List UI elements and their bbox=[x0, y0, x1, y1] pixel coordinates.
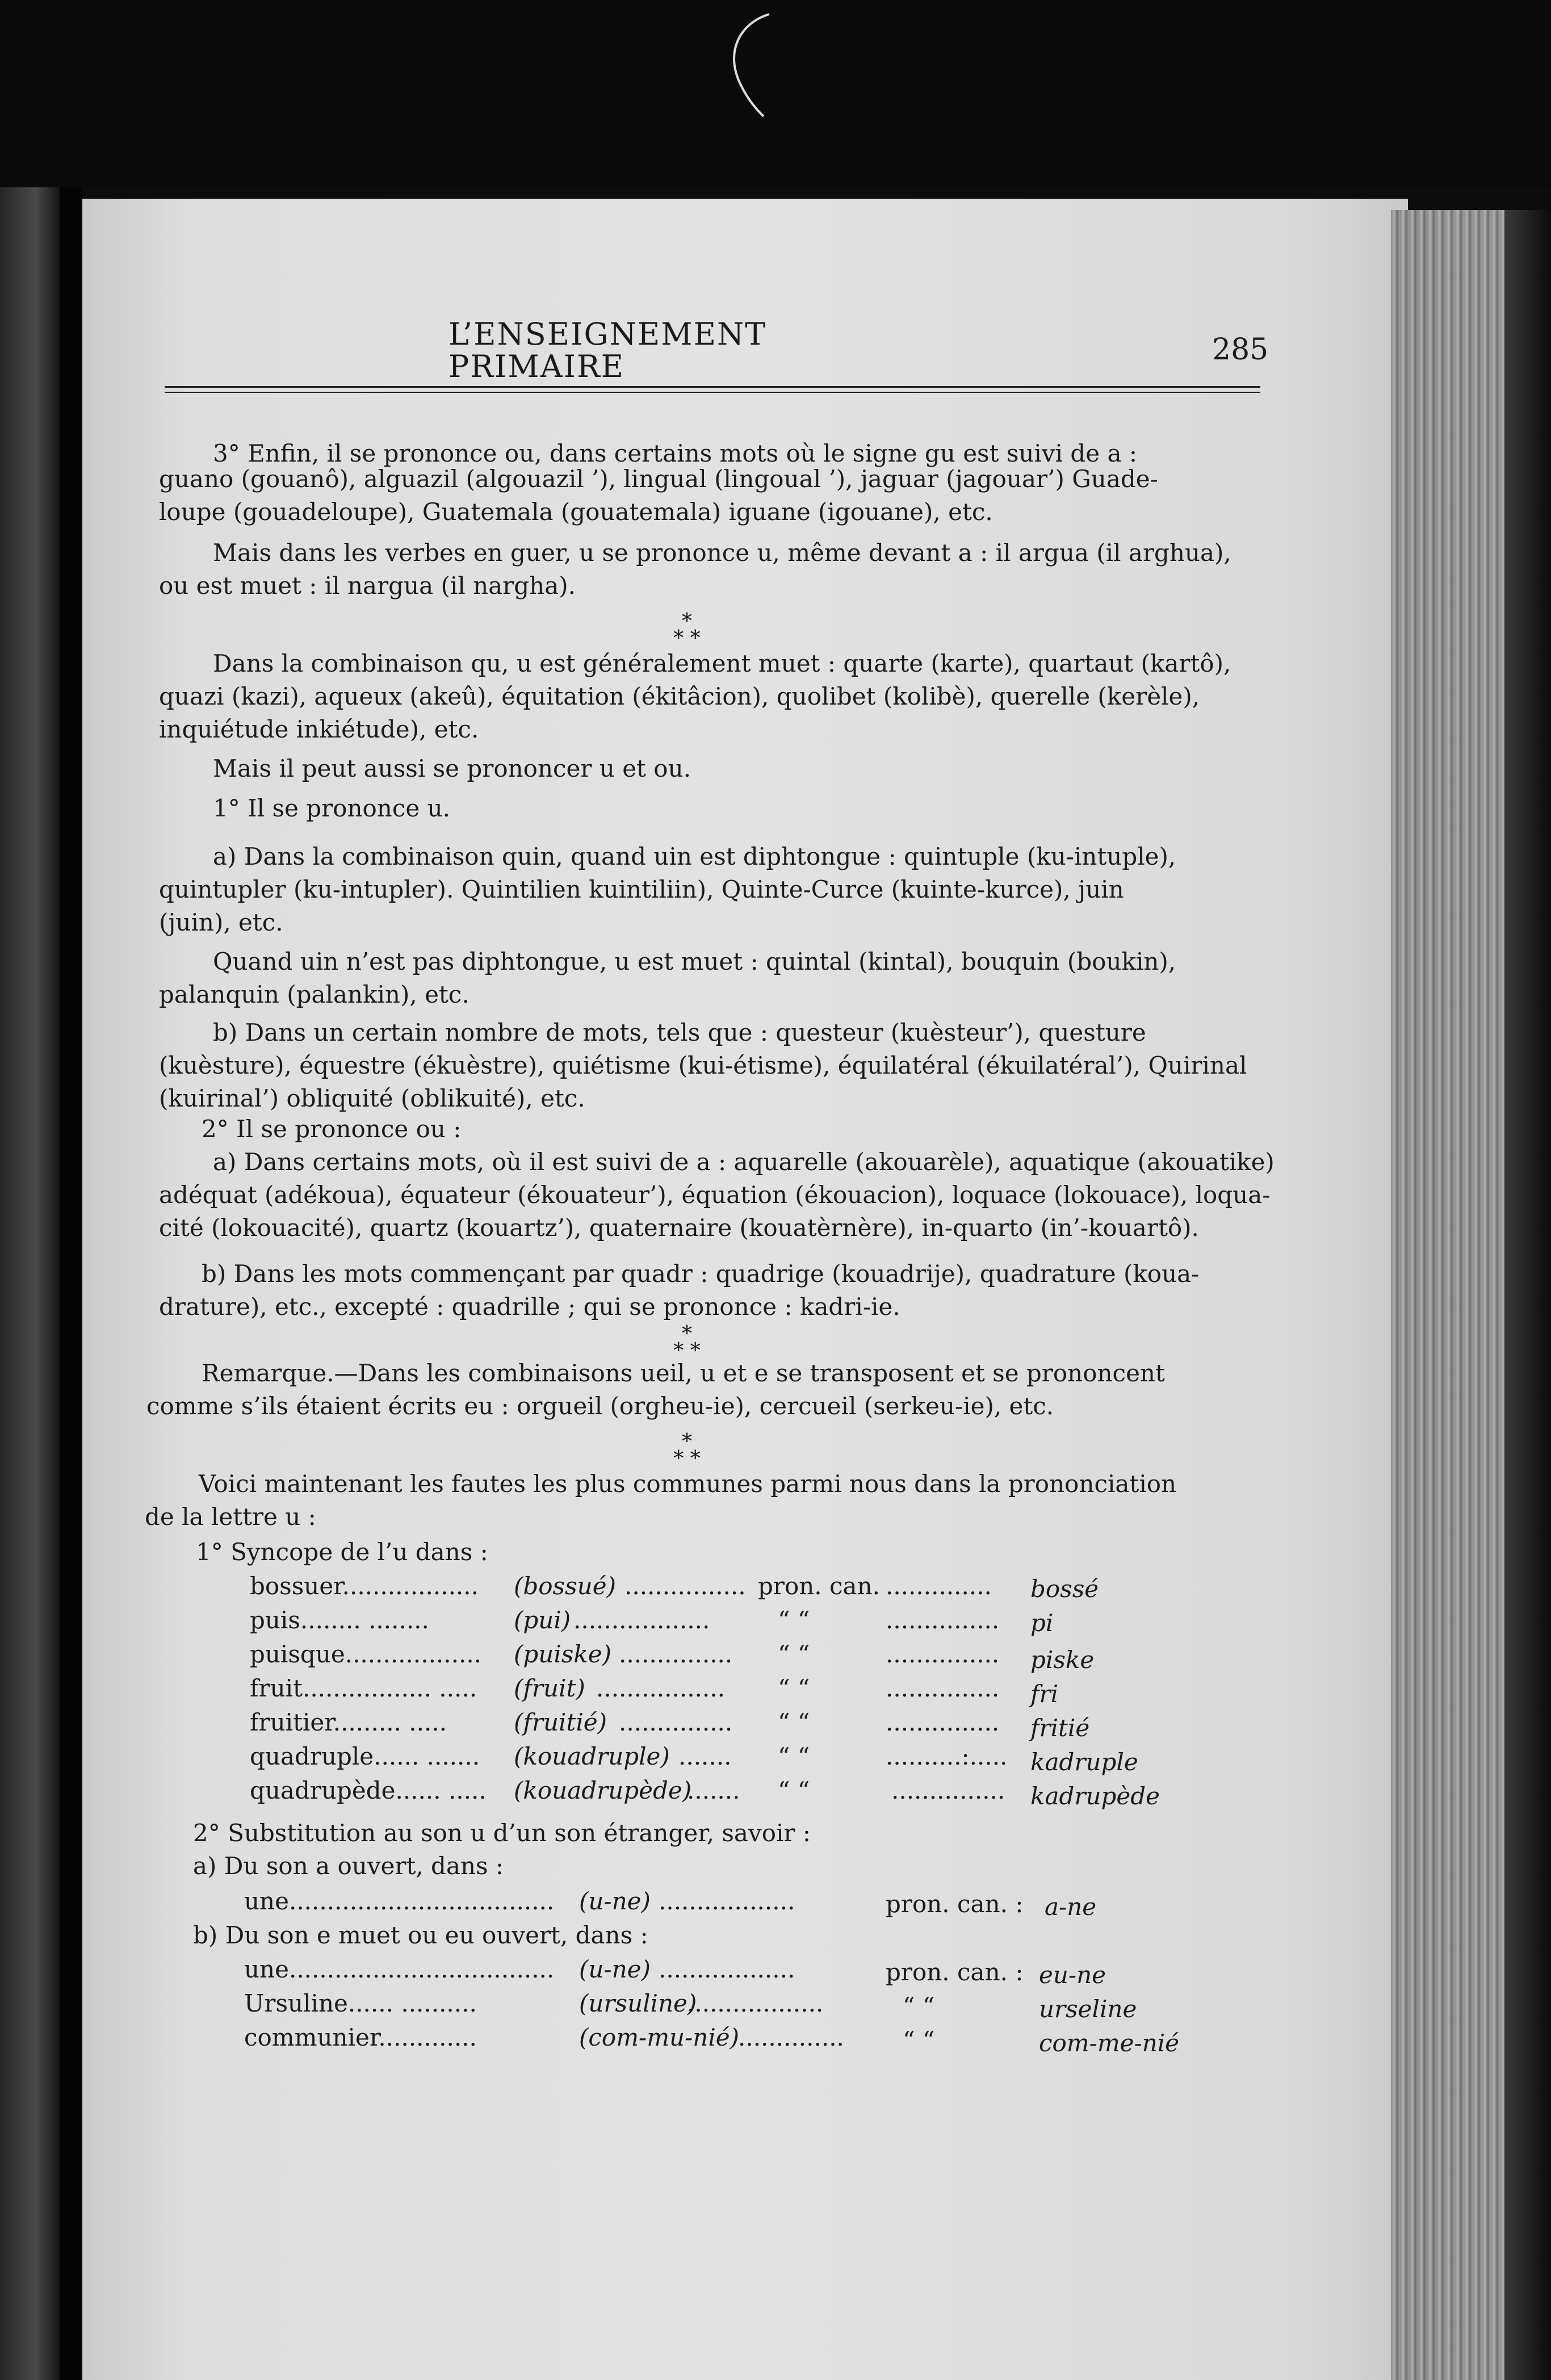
pronunciation: (fruit) bbox=[514, 1674, 585, 1702]
pron-label: pron. can. : bbox=[886, 1890, 1024, 1918]
text-line: Mais dans les verbes en guer, u se prononce u, même devant a : il argua (il arghua), bbox=[213, 539, 1231, 567]
text-line: drature), etc., excepté : quadrille ; qui se prononce : kadri-ie. bbox=[159, 1293, 900, 1321]
table-row: communier............. bbox=[244, 2023, 477, 2051]
pron-label: pron. can. bbox=[758, 1572, 880, 1600]
canadian-pronunciation: kadruple bbox=[1030, 1748, 1138, 1776]
header-rule bbox=[165, 386, 1260, 388]
header-rule-thin bbox=[165, 392, 1260, 393]
pron-label: “ “ bbox=[778, 1776, 810, 1804]
running-header: L’ENSEIGNEMENT PRIMAIRE bbox=[448, 316, 767, 384]
page-edges-shadow bbox=[1504, 210, 1551, 2380]
dot-leader: .................. bbox=[659, 1887, 795, 1915]
text-line: a) Du son a ouvert, dans : bbox=[193, 1852, 504, 1880]
section-asterisks: * * * bbox=[673, 1430, 701, 1470]
page-edges bbox=[1391, 210, 1504, 2380]
pronunciation: (kouadruple) bbox=[514, 1742, 670, 1770]
dot-leader: .............. bbox=[738, 2023, 844, 2051]
text-line: (juin), etc. bbox=[159, 908, 283, 936]
dot-leader: ................. bbox=[596, 1674, 725, 1702]
canadian-pronunciation: eu-ne bbox=[1039, 1961, 1106, 1989]
pron-label: “ “ bbox=[778, 1640, 810, 1668]
dot-leader: ................ bbox=[624, 1572, 746, 1600]
table-row: puisque.................. bbox=[250, 1640, 482, 1668]
page-number: 285 bbox=[1212, 333, 1269, 367]
text-line: 1° Il se prononce u. bbox=[213, 794, 450, 822]
pronunciation: (bossué) bbox=[514, 1572, 616, 1600]
text-line: ou est muet : il nargua (il nargha). bbox=[159, 572, 576, 600]
table-row: Ursuline...... .......... bbox=[244, 1989, 477, 2017]
table-row: une................................... bbox=[244, 1887, 555, 1915]
table-row: fruit................. ..... bbox=[250, 1674, 477, 1702]
table-row: une................................... bbox=[244, 1955, 555, 1983]
dot-leader: .................. bbox=[687, 1989, 824, 2017]
dot-leader: ....... bbox=[678, 1742, 732, 1770]
text-line: loupe (gouadeloupe), Guatemala (gouatemala) iguane (igouane), etc. bbox=[159, 498, 993, 526]
text-line: b) Dans un certain nombre de mots, tels que : questeur (kuèsteur’), questure bbox=[213, 1019, 1146, 1046]
dot-leader: ............... bbox=[886, 1674, 1000, 1702]
text-line: b) Dans les mots commençant par quadr : quadrige (kouadrije), quadrature (koua- bbox=[202, 1260, 1200, 1288]
pron-label: “ “ bbox=[903, 2026, 935, 2054]
table-row: quadruple...... ....... bbox=[250, 1742, 480, 1770]
text-line: a) Dans certains mots, où il est suivi de a : aquarelle (akouarèle), aquatique (akouatike) bbox=[213, 1148, 1275, 1176]
section-asterisks: * * * bbox=[673, 610, 701, 650]
pronunciation: (ursuline) bbox=[579, 1989, 697, 2017]
dot-leader: ............... bbox=[886, 1606, 1000, 1634]
text-line: Quand uin n’est pas diphtongue, u est muet : quintal (kintal), bouquin (boukin), bbox=[213, 948, 1176, 975]
word: quadrupède bbox=[250, 1776, 396, 1804]
table-row: fruitier......... ..... bbox=[250, 1708, 447, 1736]
pencil-mark bbox=[718, 11, 792, 119]
dot-leader: .................. bbox=[659, 1955, 795, 1983]
text-line: 1° Syncope de l’u dans : bbox=[196, 1538, 488, 1566]
text-line: b) Du son e muet ou eu ouvert, dans : bbox=[193, 1921, 648, 1949]
word: une bbox=[244, 1955, 289, 1983]
table-row: quadrupède...... ..... bbox=[250, 1776, 487, 1804]
text-line: de la lettre u : bbox=[145, 1503, 316, 1531]
pronunciation: (fruitié) bbox=[514, 1708, 607, 1736]
dot-leader: ....... bbox=[687, 1776, 740, 1804]
text-line: comme s’ils étaient écrits eu : orgueil (orgheu-ie), cercueil (serkeu-ie), etc. bbox=[146, 1392, 1054, 1420]
dot-leader: ............... bbox=[891, 1776, 1005, 1804]
pron-label: pron. can. : bbox=[886, 1958, 1024, 1986]
word: communier bbox=[244, 2023, 379, 2051]
canadian-pronunciation: bossé bbox=[1030, 1575, 1099, 1603]
text-line: (kuèsture), équestre (ékuèstre), quiétisme (kui-étisme), équilatéral (ékuilatéral’), Quirinal bbox=[159, 1051, 1247, 1079]
text-line: 2° Il se prononce ou : bbox=[202, 1115, 462, 1143]
text-line: cité (lokouacité), quartz (kouartz’), quaternaire (kouatèrnère), in-quarto (in’-kouartô). bbox=[159, 1214, 1199, 1242]
canadian-pronunciation: a-ne bbox=[1045, 1893, 1097, 1921]
dot-leader: ............... bbox=[619, 1708, 733, 1736]
text-line: 2° Substitution au son u d’un son étranger, savoir : bbox=[193, 1819, 811, 1847]
word: puis bbox=[250, 1606, 300, 1634]
book-binding bbox=[60, 187, 82, 2380]
text-line: quintupler (ku-intupler). Quintilien kuintiliin), Quinte-Curce (kuinte-kurce), juin bbox=[159, 875, 1124, 903]
dot-leader: .................. bbox=[573, 1606, 710, 1634]
pronunciation: (kouadrupède) bbox=[514, 1776, 692, 1804]
canadian-pronunciation: fritié bbox=[1030, 1714, 1090, 1742]
pronunciation: (pui) bbox=[514, 1606, 571, 1634]
word: Ursuline bbox=[244, 1989, 348, 2017]
pron-label: “ “ bbox=[778, 1742, 810, 1770]
canadian-pronunciation: com-me-nié bbox=[1039, 2029, 1180, 2057]
text-line: (kuirinal’) obliquité (oblikuité), etc. bbox=[159, 1084, 585, 1112]
text-line: adéquat (adékoua), équateur (ékouateur’), équation (ékouacion), loquace (lokouace), loqua- bbox=[159, 1181, 1271, 1209]
canadian-pronunciation: piske bbox=[1030, 1646, 1095, 1674]
text-line: inquiétude inkiétude), etc. bbox=[159, 715, 479, 743]
pron-label: “ “ bbox=[778, 1708, 810, 1736]
word: bossuer bbox=[250, 1572, 342, 1600]
canadian-pronunciation: urseline bbox=[1039, 1995, 1137, 2023]
text-line: 3° Enfin, il se prononce ou, dans certains mots où le signe gu est suivi de a : bbox=[213, 439, 1138, 467]
dot-leader: ............... bbox=[886, 1708, 1000, 1736]
dot-leader: ............... bbox=[886, 1640, 1000, 1668]
text-line: Remarque.—Dans les combinaisons ueil, u et e se transposent et se prononcent bbox=[202, 1359, 1165, 1387]
pronunciation: (puiske) bbox=[514, 1640, 611, 1668]
section-asterisks: * * * bbox=[673, 1322, 701, 1363]
pron-label: “ “ bbox=[903, 1992, 935, 2020]
dot-leader: .............. bbox=[886, 1572, 992, 1600]
text-line: palanquin (palankin), etc. bbox=[159, 981, 470, 1008]
text-line: a) Dans la combinaison quin, quand uin est diphtongue : quintuple (ku-intuple), bbox=[213, 843, 1176, 870]
text-line: Voici maintenant les fautes les plus communes parmi nous dans la prononciation bbox=[199, 1470, 1177, 1498]
word: fruit bbox=[250, 1674, 303, 1702]
adjacent-page bbox=[0, 187, 60, 2380]
pron-label: “ “ bbox=[778, 1674, 810, 1702]
canadian-pronunciation: kadrupède bbox=[1030, 1782, 1160, 1810]
pronunciation: (u-ne) bbox=[579, 1955, 651, 1983]
pronunciation: (com-mu-nié) bbox=[579, 2023, 740, 2051]
word: puisque bbox=[250, 1640, 345, 1668]
text-line: Dans la combinaison qu, u est généralement muet : quarte (karte), quartaut (kartô), bbox=[213, 650, 1231, 677]
pron-label: “ “ bbox=[778, 1606, 810, 1634]
dot-leader: ............... bbox=[619, 1640, 733, 1668]
text-line: quazi (kazi), aqueux (akeû), équitation (ékitâcion), quolibet (kolibè), querelle (kerèle), bbox=[159, 682, 1200, 710]
text-line: guano (gouanô), alguazil (algouazil ’), lingual (lingoual ’), jaguar (jagouar’) Guade- bbox=[159, 465, 1158, 493]
pronunciation: (u-ne) bbox=[579, 1887, 651, 1915]
word: une bbox=[244, 1887, 289, 1915]
word: fruitier bbox=[250, 1708, 333, 1736]
canadian-pronunciation: fri bbox=[1030, 1680, 1059, 1708]
table-row: bossuer.................. bbox=[250, 1572, 479, 1600]
table-row: puis........ ........ bbox=[250, 1606, 429, 1634]
word: quadruple bbox=[250, 1742, 374, 1770]
canadian-pronunciation: pi bbox=[1030, 1609, 1054, 1637]
dot-leader: ..........:..... bbox=[886, 1742, 1008, 1770]
text-line: Mais il peut aussi se prononcer u et ou. bbox=[213, 755, 691, 782]
